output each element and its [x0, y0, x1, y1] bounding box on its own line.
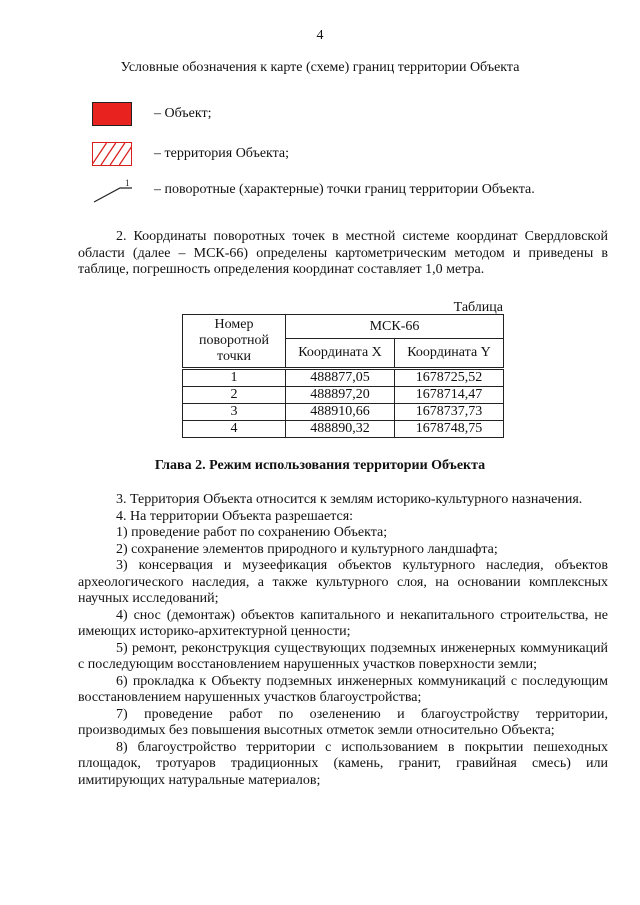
red-solid-square-icon — [92, 102, 132, 126]
coordinate-x: 488897,20 — [286, 387, 395, 404]
page-number: 4 — [316, 28, 324, 43]
point-number: 4 — [183, 421, 286, 438]
coordinate-x: 488910,66 — [286, 404, 395, 421]
coordinate-x: 488877,05 — [286, 369, 395, 387]
paragraph: 3) консервация и музеефикация объектов культурного наследия, объектов археологического наследия, а также культурного слоя, на основании комплексных научных исследований; — [78, 558, 608, 606]
coordinate-y: 1678748,75 — [395, 421, 504, 438]
legend-item-boundary-point — [92, 176, 535, 204]
table-row — [183, 387, 504, 404]
point-number: 1 — [183, 369, 286, 387]
paragraph: 4) снос (демонтаж) объектов капитального и некапитального строительства, не имеющих историко-архитектурной ценности; — [78, 607, 608, 639]
paragraph: 4. На территории Объекта разрешается: — [116, 508, 354, 524]
legend-item-label: – поворотные (характерные) точки границ территории Объекта. — [154, 182, 535, 197]
paragraph: 7) проведение работ по озеленению и благоустройству территории, производимых без повышения высотных отметок земли относительно Объекта; — [78, 706, 608, 738]
section-2-paragraph: 2. Координаты поворотных точек в местной системе координат Свердловской области (далее – МСК-66) определены картометрическим методом и приведены в таблице, погрешность определения координат составляет 1,0 метра. — [78, 229, 608, 277]
red-hatched-square-icon — [92, 142, 132, 166]
header-coordinate-x: Координата X — [286, 339, 395, 369]
coordinate-y: 1678737,73 — [395, 404, 504, 421]
table-caption: Таблица — [453, 300, 503, 315]
point-number: 2 — [183, 387, 286, 404]
coordinate-y: 1678714,47 — [395, 387, 504, 404]
point-number: 3 — [183, 404, 286, 421]
chapter-2-body — [78, 492, 608, 789]
legend-item-territory — [92, 140, 290, 168]
legend-item-label: – Объект; — [154, 106, 212, 121]
paragraph: 6) прокладка к Объекту подземных инженерных коммуникаций с последующим восстановлением нарушенных участков благоустройства; — [78, 673, 608, 705]
table-row — [183, 404, 504, 421]
coordinate-y: 1678725,52 — [395, 369, 504, 387]
header-msk66: МСК-66 — [286, 315, 504, 339]
boundary-point-leader-icon — [92, 176, 136, 204]
paragraph: 3. Территория Объекта относится к землям историко-культурного назначения. — [116, 492, 583, 507]
coordinates-table — [182, 314, 504, 438]
chapter-title: Глава 2. Режим использования территории Объекта — [154, 458, 486, 473]
table-row — [183, 421, 504, 438]
header-coordinate-y: Координата Y — [395, 339, 504, 369]
paragraph: 5) ремонт, реконструкция существующих подземных инженерных коммуникаций с последующим восстановлением нарушенных участков поверхности земли; — [78, 640, 608, 672]
paragraph: 8) благоустройство территории с использованием в покрытии пешеходных площадок, тротуаров традиционных (камень, гранит, гравийная смесь) или имитирующих натуральные материалов; — [78, 739, 608, 788]
paragraph: 1) проведение работ по сохранению Объекта; — [116, 525, 388, 540]
legend-item-label: – территория Объекта; — [154, 146, 290, 161]
coordinate-x: 488890,32 — [286, 421, 395, 438]
paragraph: 2) сохранение элементов природного и культурного ландшафта; — [116, 541, 498, 557]
boundary-point-label: 1 — [125, 178, 130, 188]
legend-title: Условные обозначения к карте (схеме) границ территории Объекта — [120, 60, 520, 75]
table-row — [183, 369, 504, 387]
header-point-number: Номер поворотной точки — [183, 315, 286, 369]
legend-item-object — [92, 100, 212, 128]
